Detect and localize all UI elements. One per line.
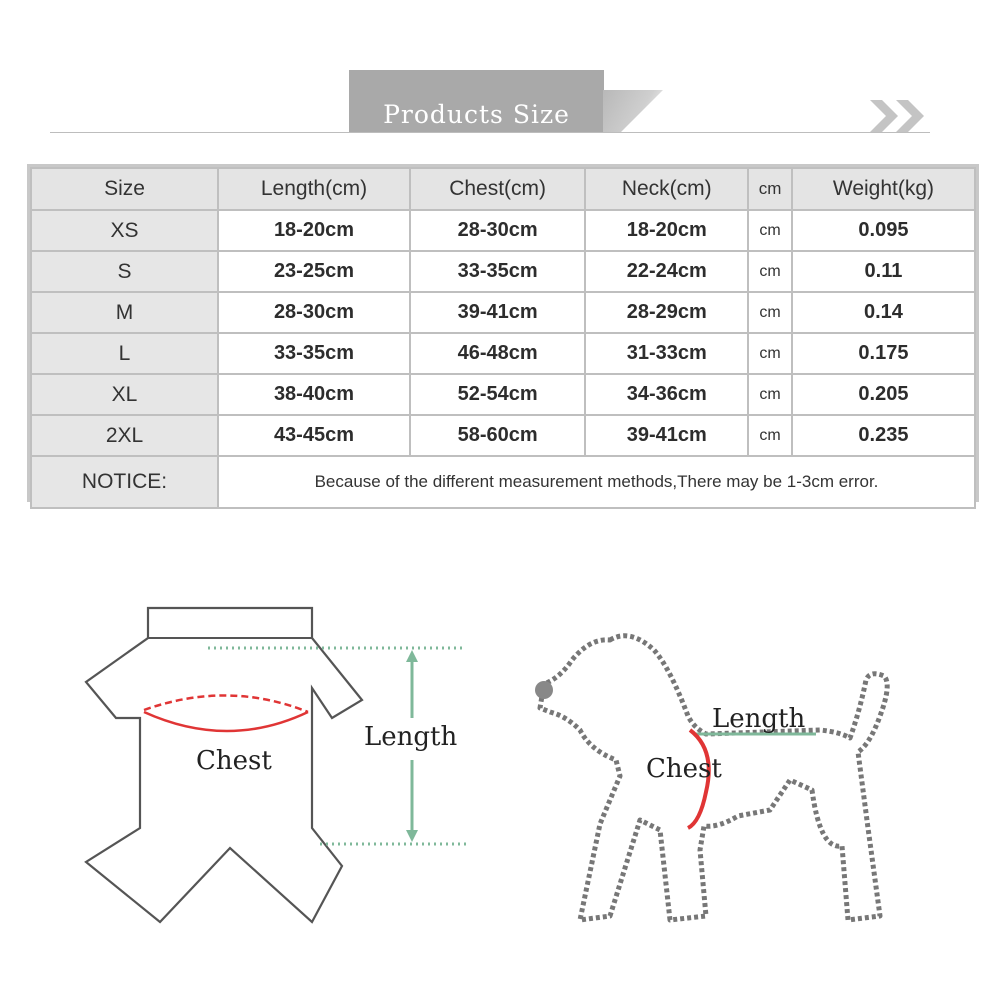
chest-cell: 28-30cm xyxy=(410,210,585,251)
weight-cell: 0.205 xyxy=(792,374,975,415)
notice-text: Because of the different measurement methods,There may be 1-3cm error. xyxy=(218,456,975,508)
notice-label: NOTICE: xyxy=(31,456,218,508)
col-header-weight: Weight(kg) xyxy=(792,168,975,210)
table-row xyxy=(31,415,975,456)
size-cell: XS xyxy=(31,210,218,251)
chest-cell: 52-54cm xyxy=(410,374,585,415)
size-cell: 2XL xyxy=(31,415,218,456)
length-cell: 43-45cm xyxy=(218,415,410,456)
table-header-row xyxy=(31,168,975,210)
size-cell: L xyxy=(31,333,218,374)
length-cell: 23-25cm xyxy=(218,251,410,292)
col-header-neck: Neck(cm) xyxy=(585,168,748,210)
neck-cell: 39-41cm xyxy=(585,415,748,456)
clothing-outline xyxy=(80,600,500,930)
unit-cell: cm xyxy=(748,415,792,456)
weight-cell: 0.235 xyxy=(792,415,975,456)
page-title: Products Size xyxy=(383,100,570,129)
chest-cell: 58-60cm xyxy=(410,415,585,456)
chest-cell: 46-48cm xyxy=(410,333,585,374)
neck-cell: 31-33cm xyxy=(585,333,748,374)
dog-nose xyxy=(535,681,553,699)
weight-cell: 0.095 xyxy=(792,210,975,251)
dog-chest-label: Chest xyxy=(646,754,722,784)
table-row xyxy=(31,374,975,415)
table-row xyxy=(31,292,975,333)
chest-cell: 33-35cm xyxy=(410,251,585,292)
length-cell: 18-20cm xyxy=(218,210,410,251)
neck-cell: 28-29cm xyxy=(585,292,748,333)
size-cell: M xyxy=(31,292,218,333)
col-header-unit: cm xyxy=(748,168,792,210)
unit-cell: cm xyxy=(748,292,792,333)
header-divider xyxy=(50,132,930,133)
size-cell: XL xyxy=(31,374,218,415)
length-cell: 38-40cm xyxy=(218,374,410,415)
chest-cell: 39-41cm xyxy=(410,292,585,333)
notice-row xyxy=(31,456,975,508)
table-row xyxy=(31,333,975,374)
weight-cell: 0.11 xyxy=(792,251,975,292)
clothing-chest-label: Chest xyxy=(196,746,272,776)
neck-cell: 18-20cm xyxy=(585,210,748,251)
header-tab-slant xyxy=(603,90,663,132)
size-cell: S xyxy=(31,251,218,292)
unit-cell: cm xyxy=(748,251,792,292)
section-header xyxy=(0,0,1000,140)
dog-diagram xyxy=(520,620,920,930)
length-cell: 28-30cm xyxy=(218,292,410,333)
unit-cell: cm xyxy=(748,374,792,415)
unit-cell: cm xyxy=(748,333,792,374)
unit-cell: cm xyxy=(748,210,792,251)
dog-length-label: Length xyxy=(712,704,806,734)
col-header-chest: Chest(cm) xyxy=(410,168,585,210)
weight-cell: 0.14 xyxy=(792,292,975,333)
neck-cell: 34-36cm xyxy=(585,374,748,415)
double-chevron-right-icon xyxy=(868,98,930,134)
weight-cell: 0.175 xyxy=(792,333,975,374)
col-header-length: Length(cm) xyxy=(218,168,410,210)
neck-cell: 22-24cm xyxy=(585,251,748,292)
clothing-diagram xyxy=(80,600,500,930)
table-row xyxy=(31,251,975,292)
size-table xyxy=(27,164,979,502)
clothing-length-label: Length xyxy=(364,722,458,752)
col-header-size: Size xyxy=(31,168,218,210)
table-row xyxy=(31,210,975,251)
length-cell: 33-35cm xyxy=(218,333,410,374)
